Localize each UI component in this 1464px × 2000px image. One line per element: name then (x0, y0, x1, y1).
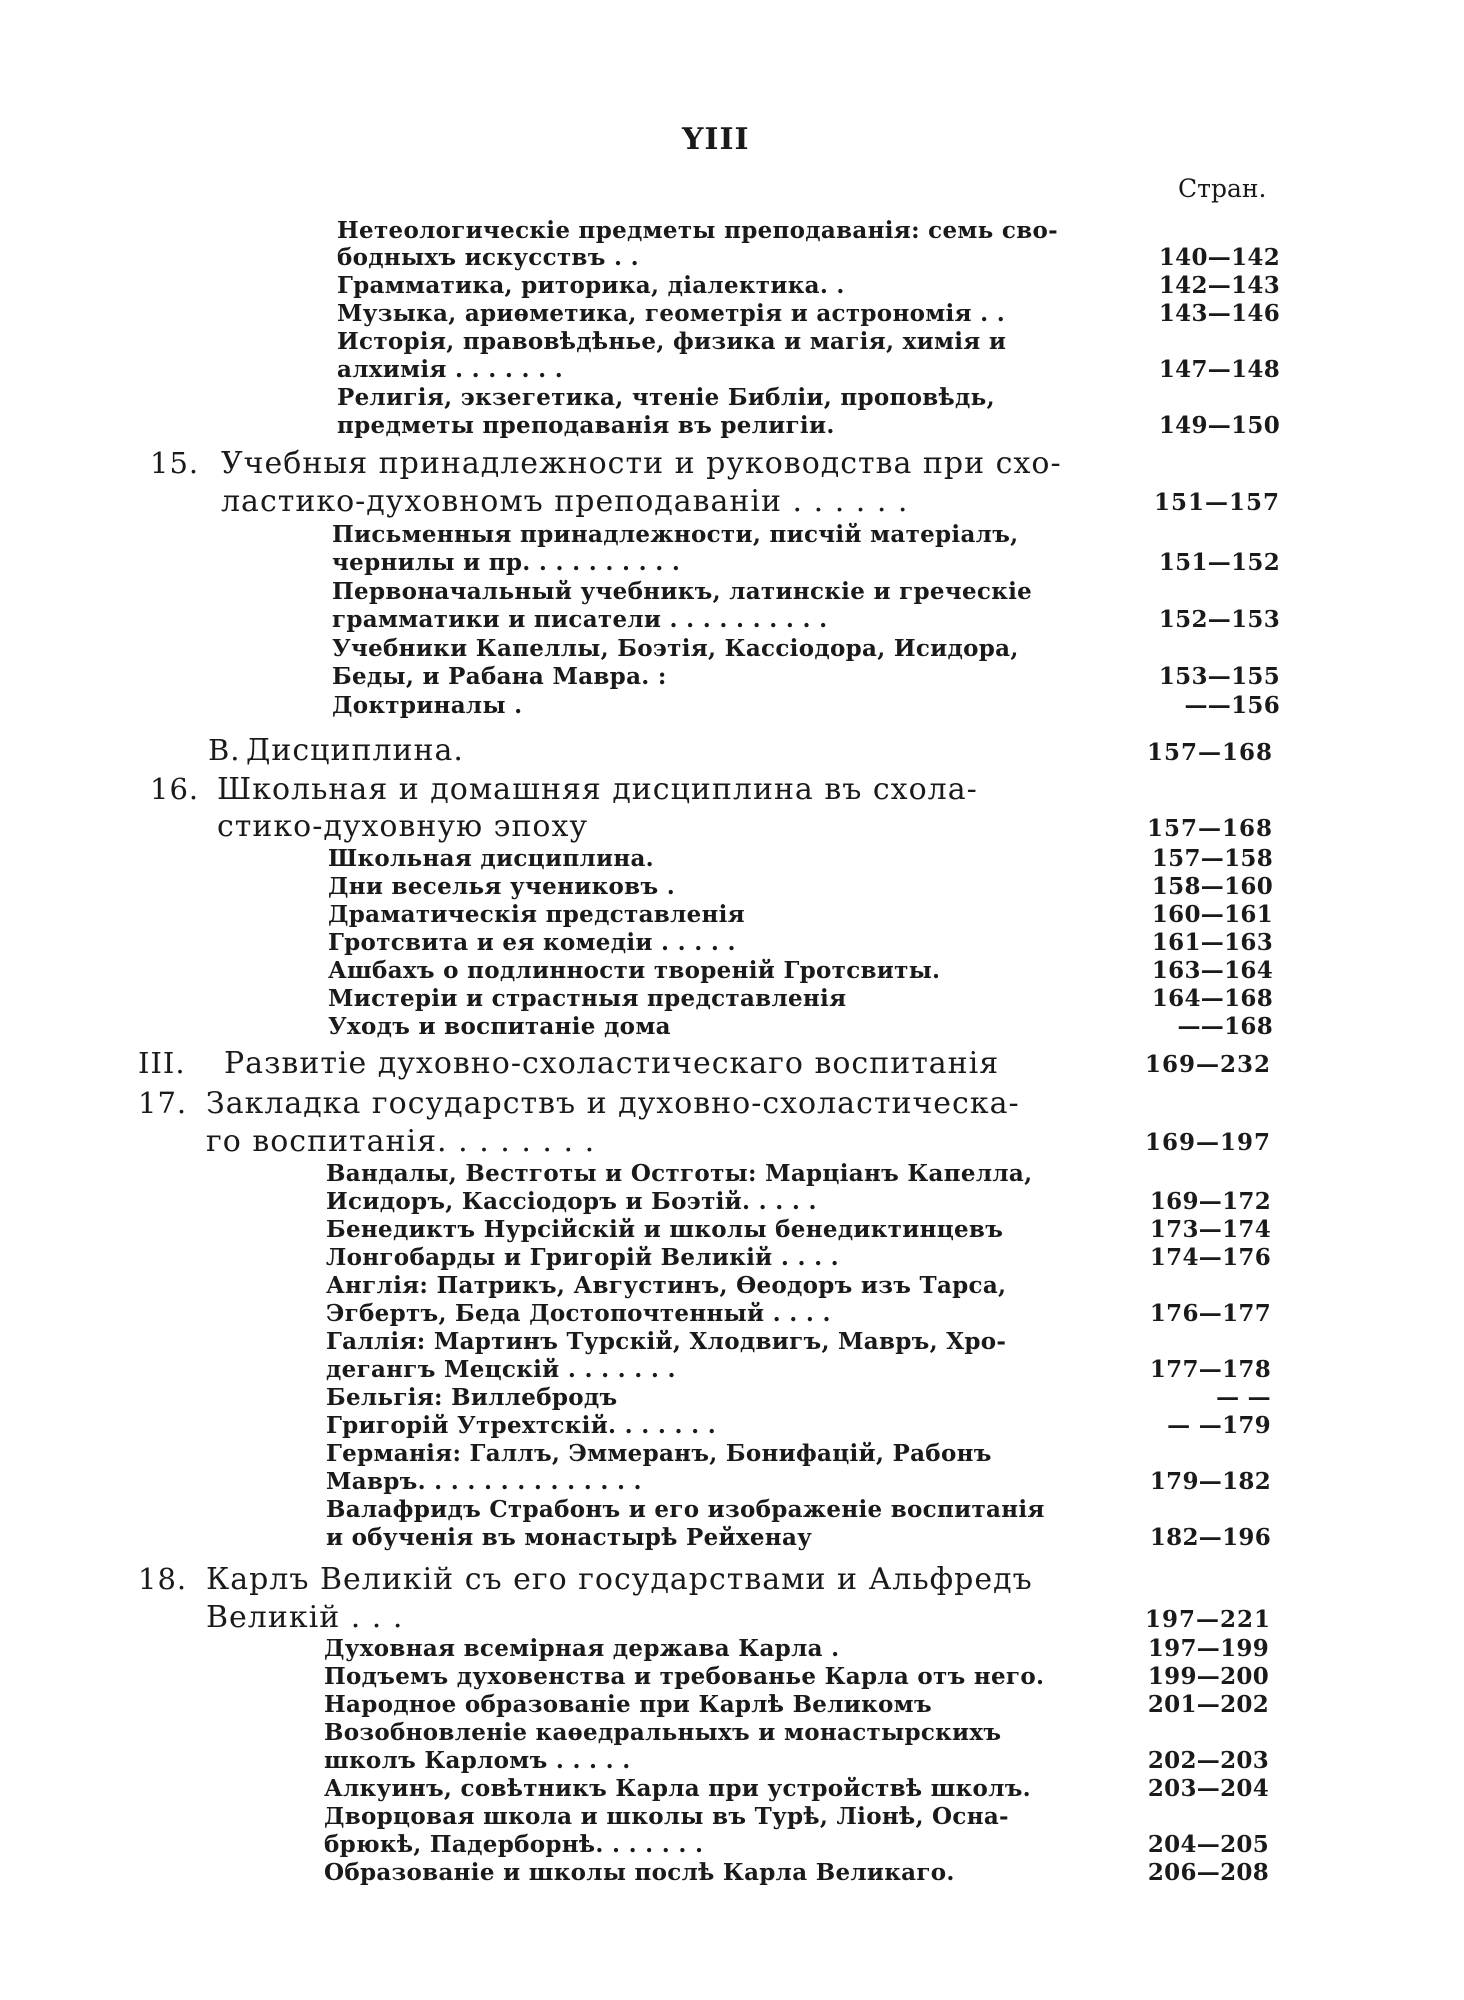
toc-line-text: Грамматика, риторика, діалектика. . (337, 272, 845, 299)
section-number: 17. (138, 1086, 188, 1120)
toc-line-text: Великій . . . (206, 1600, 404, 1635)
toc-line-pages: 152—153 (1158, 606, 1280, 633)
toc-line-pages: 176—177 (1149, 1300, 1271, 1327)
toc-line-pages: 169—172 (1149, 1188, 1271, 1215)
toc-line-text: Бельгія: Виллебродъ (326, 1384, 618, 1411)
toc-line-text: Подъемъ духовенства и требованье Карла отъ него. (324, 1663, 1045, 1690)
toc-line-text: Учебныя принадлежности и руководства при схо- (221, 446, 1062, 481)
toc-line-text: предметы преподаванія въ религіи. (337, 412, 835, 439)
toc-line-pages: 197—199 (1147, 1635, 1269, 1662)
toc-line-pages: 174—176 (1149, 1244, 1271, 1271)
toc-line-text: Образованіе и школы послѣ Карла Великаго. (324, 1859, 955, 1886)
toc-line-pages: 182—196 (1149, 1524, 1271, 1551)
toc-line-pages: 169—197 (1144, 1129, 1271, 1156)
toc-line-pages: 151—157 (1153, 489, 1280, 516)
toc-line-text: Драматическія представленія (328, 901, 745, 928)
toc-line-text: брюкѣ, Падерборнѣ. . . . . . . (324, 1831, 704, 1858)
toc-line-pages: 149—150 (1158, 412, 1280, 439)
toc-line-text: стико-духовную эпоху (217, 809, 589, 844)
section-number: 18. (138, 1562, 188, 1596)
toc-line-text: Духовная всемірная держава Карла . (324, 1635, 840, 1662)
toc-line-pages: — — (1216, 1384, 1271, 1411)
toc-line-text: Ашбахъ о подлинности твореній Гротсвиты. (328, 957, 941, 984)
toc-line-pages: 142—143 (1158, 272, 1280, 299)
toc-line-text: Дисциплина. (246, 733, 464, 768)
toc-line-pages: 179—182 (1149, 1468, 1271, 1495)
toc-line-text: Мавръ. . . . . . . . . . . . . . (326, 1468, 642, 1495)
pages-column-heading: Стран. (1178, 174, 1267, 203)
toc-line-text: Нетеологическіе предметы преподаванія: семь сво- (337, 217, 1058, 244)
toc-line-text: дегангъ Мецскій . . . . . . . (326, 1356, 676, 1383)
toc-line-pages: — —179 (1167, 1412, 1271, 1439)
toc-line-pages: 203—204 (1147, 1775, 1269, 1802)
toc-line-text: Письменныя принадлежности, писчій матеріалъ, (332, 521, 1019, 548)
page-number: YIII (682, 122, 750, 157)
toc-line-text: Закладка государствъ и духовно-схоластическа- (206, 1086, 1020, 1121)
toc-line-text: Мистеріи и страстныя представленія (328, 985, 847, 1012)
toc-line-pages: 163—164 (1151, 957, 1273, 984)
toc-line-text: Первоначальный учебникъ, латинскіе и греческіе (332, 578, 1033, 605)
toc-line-pages: 164—168 (1151, 985, 1273, 1012)
toc-line-text: алхимія . . . . . . . (337, 356, 564, 383)
toc-line-pages: 140—142 (1158, 244, 1280, 271)
toc-line-pages: 143—146 (1158, 300, 1280, 327)
toc-line-text: Уходъ и воспитаніе дома (328, 1013, 671, 1040)
toc-line-text: Германія: Галлъ, Эммеранъ, Бонифацій, Рабонъ (326, 1440, 992, 1467)
toc-line-text: грамматики и писатели . . . . . . . . . . (332, 606, 828, 633)
toc-line-pages: 147—148 (1158, 356, 1280, 383)
section-number: 16. (150, 772, 200, 806)
toc-line-pages: 199—200 (1147, 1663, 1269, 1690)
toc-line-text: и обученія въ монастырѣ Рейхенау (326, 1524, 813, 1551)
toc-line-text: Гротсвита и ея комедіи . . . . . (328, 929, 736, 956)
toc-line-pages: 157—168 (1146, 739, 1273, 766)
toc-line-text: Школьная и домашняя дисциплина въ схола- (217, 772, 978, 807)
toc-line-pages: 177—178 (1149, 1356, 1271, 1383)
toc-line-pages: ——168 (1177, 1013, 1273, 1040)
toc-line-text: Школьная дисциплина. (328, 845, 654, 872)
toc-line-text: го воспитанія. . . . . . . . (206, 1124, 596, 1159)
toc-line-text: ластико-духовномъ преподаваніи . . . . . . (221, 484, 909, 519)
toc-line-pages: 206—208 (1147, 1859, 1269, 1886)
toc-line-text: Беды, и Рабана Мавра. : (332, 663, 667, 690)
toc-line-text: Валафридъ Страбонъ и его изображеніе воспитанія (326, 1496, 1045, 1523)
toc-line-text: Развитіе духовно-схоластическаго воспитанія (224, 1046, 1000, 1081)
toc-line-pages: 158—160 (1151, 873, 1273, 900)
toc-line-text: Галлія: Мартинъ Турскій, Хлодвигъ, Мавръ, Хро- (326, 1328, 1007, 1355)
toc-line-text: Учебники Капеллы, Боэтія, Кассіодора, Исидора, (332, 635, 1019, 662)
toc-line-text: Дворцовая школа и школы въ Турѣ, Ліонѣ, Осна- (324, 1803, 1009, 1830)
toc-line-text: школъ Карломъ . . . . . (324, 1747, 631, 1774)
toc-line-pages: 197—221 (1144, 1606, 1271, 1633)
toc-line-text: Исторія, правовѣдѣнье, физика и магія, химія и (337, 328, 1007, 355)
toc-line-text: Карлъ Великій съ его государствами и Альфредъ (206, 1562, 1033, 1597)
toc-line-text: чернилы и пр. . . . . . . . . . (332, 549, 681, 576)
toc-line-pages: 204—205 (1147, 1831, 1269, 1858)
section-number: III. (138, 1046, 186, 1080)
toc-line-text: Исидоръ, Кассіодоръ и Боэтій. . . . . (326, 1188, 817, 1215)
toc-line-text: Музыка, ариѳметика, геометрія и астрономія . . (337, 300, 1006, 327)
toc-line-text: Лонгобарды и Григорій Великій . . . . (326, 1244, 839, 1271)
toc-line-text: Григорій Утрехтскій. . . . . . . (326, 1412, 717, 1439)
toc-line-pages: ——156 (1184, 692, 1280, 719)
toc-line-text: Бенедиктъ Нурсійскій и школы бенедиктинцевъ (326, 1216, 1004, 1243)
section-number: 15. (150, 446, 200, 480)
toc-line-pages: 169—232 (1144, 1051, 1271, 1078)
toc-line-text: Англія: Патрикъ, Августинъ, Ѳеодоръ изъ Тарса, (326, 1272, 1007, 1299)
toc-line-text: Алкуинъ, совѣтникъ Карла при устройствѣ школъ. (324, 1775, 1031, 1802)
toc-line-pages: 160—161 (1151, 901, 1273, 928)
toc-line-pages: 161—163 (1151, 929, 1273, 956)
toc-line-text: бодныхъ искусствъ . . (337, 244, 639, 271)
toc-line-pages: 153—155 (1158, 663, 1280, 690)
toc-line-text: Религія, экзегетика, чтеніе Библіи, проповѣдь, (337, 384, 995, 411)
toc-line-pages: 157—158 (1151, 845, 1273, 872)
toc-line-pages: 173—174 (1149, 1216, 1271, 1243)
toc-line-pages: 151—152 (1158, 549, 1280, 576)
toc-line-text: Вандалы, Вестготы и Остготы: Марціанъ Капелла, (326, 1160, 1033, 1187)
toc-line-pages: 202—203 (1147, 1747, 1269, 1774)
toc-line-pages: 157—168 (1146, 815, 1273, 842)
toc-line-text: Эгбертъ, Беда Достопочтенный . . . . (326, 1300, 831, 1327)
section-number: В. (208, 733, 241, 767)
toc-line-text: Дни веселья учениковъ . (328, 873, 676, 900)
toc-line-text: Возобновленіе каѳедральныхъ и монастырскихъ (324, 1719, 1002, 1746)
toc-line-text: Народное образованіе при Карлѣ Великомъ (324, 1691, 932, 1718)
toc-line-text: Доктриналы . (332, 692, 523, 719)
toc-line-pages: 201—202 (1147, 1691, 1269, 1718)
